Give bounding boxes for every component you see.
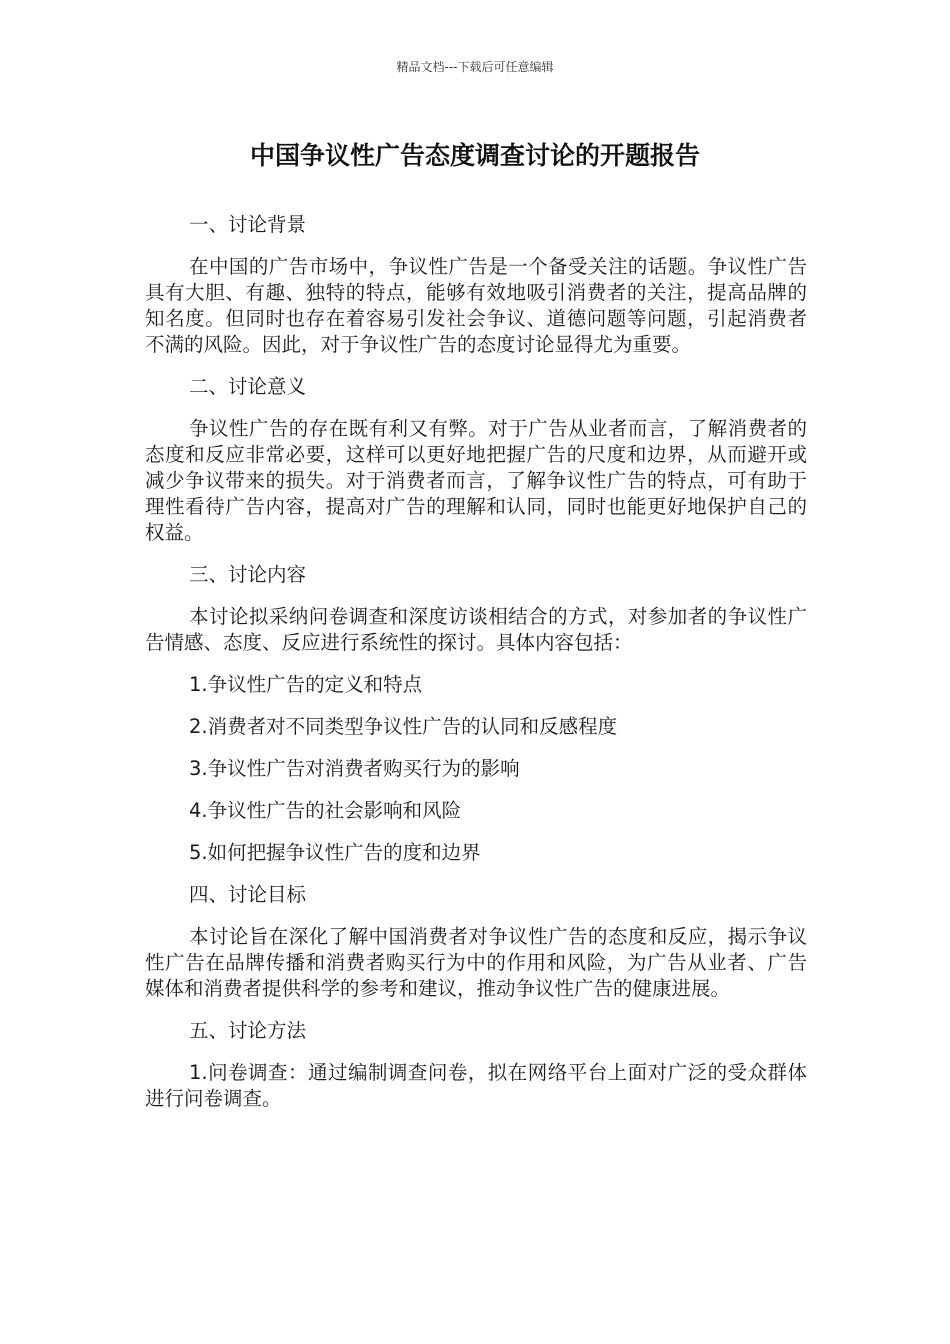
paragraph-significance: 争议性广告的存在既有利又有弊。对于广告从业者而言，了解消费者的态度和反应非常必要，这样可以更好地把握广告的尺度和边界，从而避开或减少争议带来的损失。对于消费者而言，了解争议性广告的特点，可有助于理性看待广告内容，提高对广告的理解和认同，同时也能更好地保护自己的权益。: [145, 417, 807, 544]
section-heading-background: 一、讨论背景: [189, 213, 307, 236]
paragraph-goals: 本讨论旨在深化了解中国消费者对争议性广告的态度和反应，揭示争议性广告在品牌传播和消费者购买行为中的作用和风险，为广告从业者、广告媒体和消费者提供科学的参考和建议，推动争议性广告的健康进展。: [145, 925, 807, 1000]
document-body: [145, 212, 807, 1128]
section-heading-content: 三、讨论内容: [189, 563, 307, 586]
page-header: 精品文档---下载后可任意编辑: [396, 60, 554, 74]
section-heading-goals: 四、讨论目标: [189, 883, 307, 906]
list-item: 3.争议性广告对消费者购买行为的影响: [189, 757, 520, 780]
paragraph-content: 本讨论拟采纳问卷调查和深度访谈相结合的方式，对参加者的争议性广告情感、态度、反应进行系统性的探讨。具体内容包括：: [145, 605, 807, 654]
section-heading-methods: 五、讨论方法: [189, 1019, 307, 1042]
section-heading-significance: 二、讨论意义: [189, 375, 307, 398]
list-item: 2.消费者对不同类型争议性广告的认同和反感程度: [189, 715, 618, 738]
paragraph-methods: 1.问卷调查：通过编制调查问卷，拟在网络平台上面对广泛的受众群体进行问卷调查。: [145, 1061, 807, 1110]
document-title: 中国争议性广告态度调查讨论的开题报告: [249, 141, 700, 170]
paragraph-background: 在中国的广告市场中，争议性广告是一个备受关注的话题。争议性广告具有大胆、有趣、独特的特点，能够有效地吸引消费者的关注，提高品牌的知名度。但同时也存在着容易引发社会争议、道德问题等问题，引起消费者不满的风险。因此，对于争议性广告的态度讨论显得尤为重要。: [145, 255, 807, 356]
list-item: 4.争议性广告的社会影响和风险: [189, 799, 462, 822]
list-item: 5.如何把握争议性广告的度和边界: [189, 841, 481, 864]
list-item: 1.争议性广告的定义和特点: [189, 673, 423, 696]
